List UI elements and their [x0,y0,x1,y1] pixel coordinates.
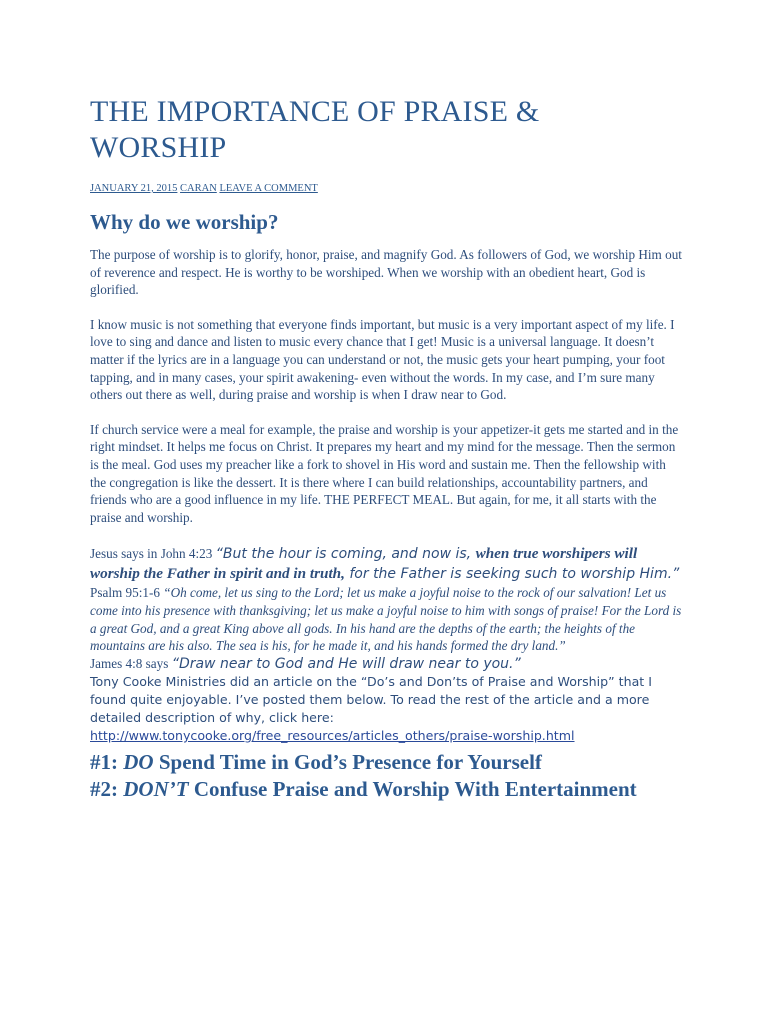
item-emphasis: DO [123,750,154,775]
james-quote: “Draw near to God and He will draw near to you.” [171,655,521,672]
item-text: Spend Time in God’s Presence for Yourself [153,750,542,775]
paragraph-meal: If church service were a meal for example, the praise and worship is your appetizer-it gets me started and in the right mindset. It helps me focus on Christ. It prepares my heart and my mind for the message. Then the sermon is the meal. God uses my preacher like a fork to shovel in His word and sustain me. Then the fellowship with the congregation is like the dessert. It is there where I can build relationships, accountability partners, and friends who are a good influence in my life. THE PERFECT MEAL. But again, for me, it all starts with the praise and worship. [90,421,679,525]
list-item [90,749,682,776]
post-meta [90,182,682,195]
john-quote-close: for the Father is seeking such to worship Him.” [344,566,680,583]
item-number: #2: [90,777,124,802]
article-body [90,94,682,803]
psalm-quote: “Oh come, let us sing to the Lord; let us make a joyful noise to the rock of our salvation! Let us come into his presence with thanksgiving; let us make a joyful noise to him with songs of praise! For the Lord is a great God, and a great King above all gods. In his hand are the depths of the earth; the heights of the mountains are his also. The sea is his, for he made it, and his hands formed the dry land.” [90,585,682,654]
author-link[interactable]: CARAN [180,183,217,194]
paragraph-purpose: The purpose of worship is to glorify, honor, praise, and magnify God. As followers of God, we worship Him out of reverence and respect. He is worthy to be worshiped. When we worship with an obedient heart, God is glorified. [90,247,682,298]
john-quote-open: “But the hour is coming, and now is, [215,546,476,563]
scripture-block [90,544,682,745]
psalm-reference: Psalm 95:1-6 [90,585,164,601]
john-quote-emphasis: when true worshipers will worship the Father in spirit and in truth, [90,545,638,583]
list-item [90,776,682,803]
tony-cooke-article-link[interactable]: http://www.tonycooke.org/free_resources/articles_others/praise-worship.html [90,728,575,744]
leave-comment-link[interactable]: LEAVE A COMMENT [219,183,318,194]
james-verse [90,655,682,674]
psalm-verse [90,584,682,654]
item-number: #1: [90,750,124,775]
item-text: Confuse Praise and Worship With Entertainment [188,777,637,802]
item-emphasis: DON’T [123,777,189,802]
dos-and-donts-list [90,749,682,803]
john-reference: Jesus says in John 4:23 [90,546,216,562]
section-heading: Why do we worship? [90,210,279,234]
post-date-link[interactable]: JANUARY 21, 2015 [90,183,178,194]
john-verse [90,544,682,584]
article-title: THE IMPORTANCE OF PRAISE & WORSHIP [90,95,540,164]
tony-cooke-text: Tony Cooke Ministries did an article on the “Do’s and Don’ts of Praise and Worship” that I found quite enjoyable. I’ve posted them below. To read the rest of the article and a more detailed description of why, click here: [90,674,652,726]
paragraph-music: I know music is not something that everyone finds important, but music is a very important aspect of my life. I love to sing and dance and listen to music every chance that I get! Music is a universal language. It doesn’t matter if the lyrics are in a language you can understand or not, the music gets your heart pumping, your foot tapping, and in many cases, your spirit awakening- even without the words. In my case, and I’m sure many others out there as well, during praise and worship is when I draw near to God. [90,316,675,403]
tony-cooke-paragraph [90,673,682,745]
james-reference: James 4:8 says [90,655,172,671]
